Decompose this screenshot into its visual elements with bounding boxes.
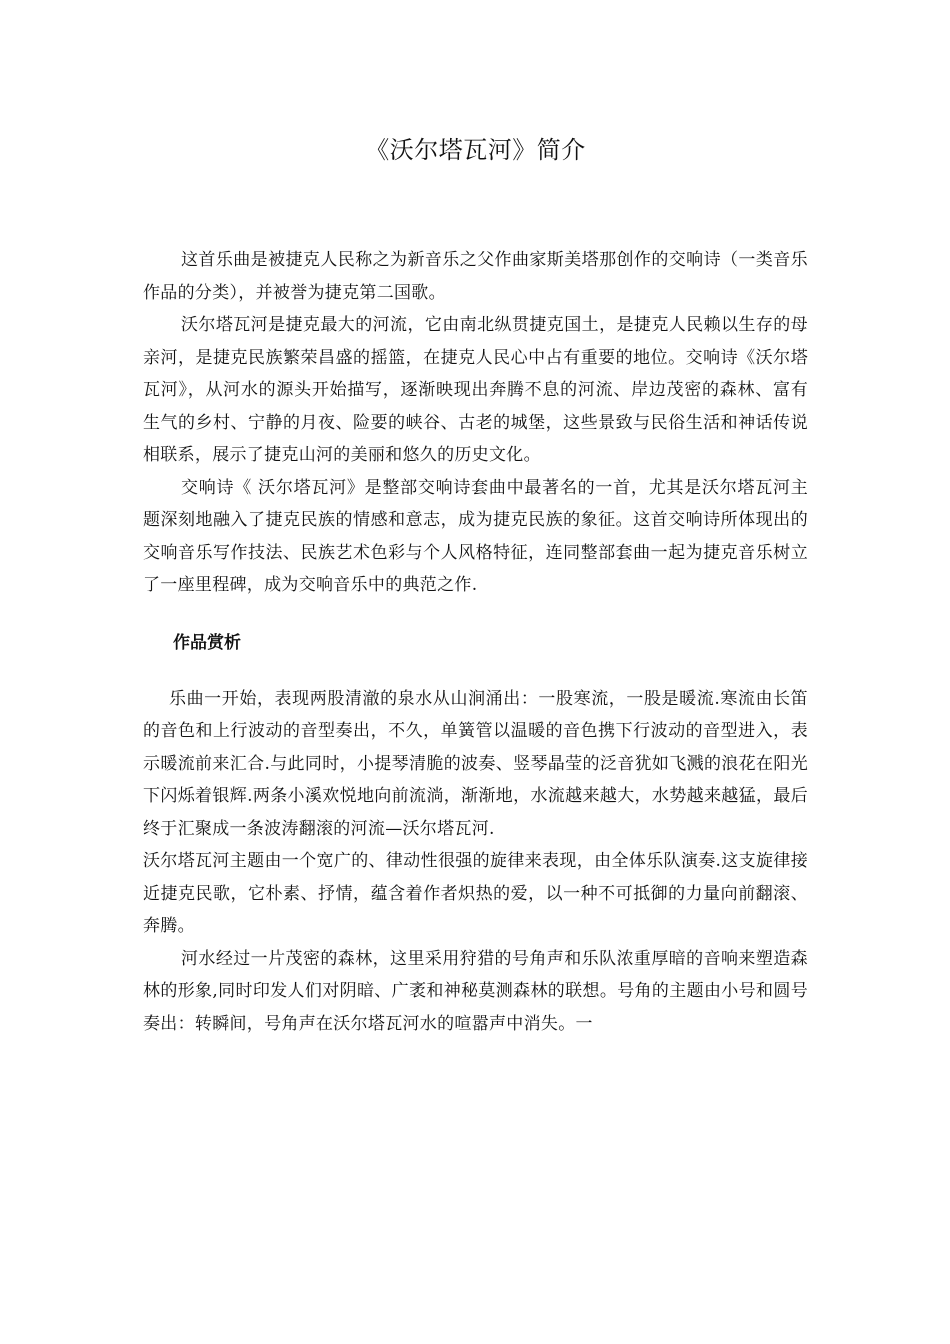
document-page (143, 130, 808, 1040)
intro-paragraph: 这首乐曲是被捷克人民称之为新音乐之父作曲家斯美塔那创作的交响诗（一类音乐作品的分类），并被誉为捷克第二国歌。 (143, 250, 808, 303)
analysis-paragraph: 沃尔塔瓦河主题由一个宽广的、律动性很强的旋律来表现，由全体乐队演奏.这支旋律接近捷克民歌，它朴素、抒情，蕴含着作者炽热的爱，以一种不可抵御的力量向前翻滚、奔腾。 (143, 851, 808, 936)
analysis-paragraph: 河水经过一片茂密的森林，这里采用狩猎的号角声和乐队浓重厚暗的音响来塑造森林的形象,同时印发人们对阴暗、广袤和神秘莫测森林的联想。号角的主题由小号和圆号奏出：转瞬间，号角声在沃尔塔瓦河水的喧嚣声中消失。一 (143, 948, 808, 1034)
intro-paragraph: 交响诗《 沃尔塔瓦河》是整部交响诗套曲中最著名的一首，尤其是沃尔塔瓦河主题深刻地融入了捷克民族的情感和意志，成为捷克民族的象征。这首交响诗所体现出的交响音乐写作技法、民族艺术色彩与个人风格特征，连同整部套曲一起为捷克音乐树立了一座里程碑，成为交响音乐中的典范之作. (143, 477, 808, 595)
document-title: 《沃尔塔瓦河》简介 (365, 136, 586, 164)
intro-paragraph: 沃尔塔瓦河是捷克最大的河流，它由南北纵贯捷克国土，是捷克人民赖以生存的母亲河，是捷克民族繁荣昌盛的摇篮，在捷克人民心中占有重要的地位。交响诗《沃尔塔瓦河》，从河水的源头开始描写，逐渐映现出奔腾不息的河流、岸边茂密的森林、富有生气的乡村、宁静的月夜、险要的峡谷、古老的城堡，这些景致与民俗生活和神话传说相联系，展示了捷克山河的美丽和悠久的历史文化。 (143, 315, 808, 465)
section-heading: 作品赏析 (173, 632, 241, 653)
analysis-paragraph: 乐曲一开始，表现两股清澈的泉水从山涧涌出：一股寒流，一股是暖流.寒流由长笛的音色和上行波动的音型奏出，不久，单簧管以温暖的音色携下行波动的音型进入，表示暖流前来汇合.与此同时，小提琴清脆的波奏、竖琴晶莹的泛音犹如飞溅的浪花在阳光下闪烁着银辉.两条小溪欢悦地向前流淌，渐渐地，水流越来越大，水势越来越猛，最后终于汇聚成一条波涛翻滚的河流—沃尔塔瓦河. (143, 688, 808, 839)
